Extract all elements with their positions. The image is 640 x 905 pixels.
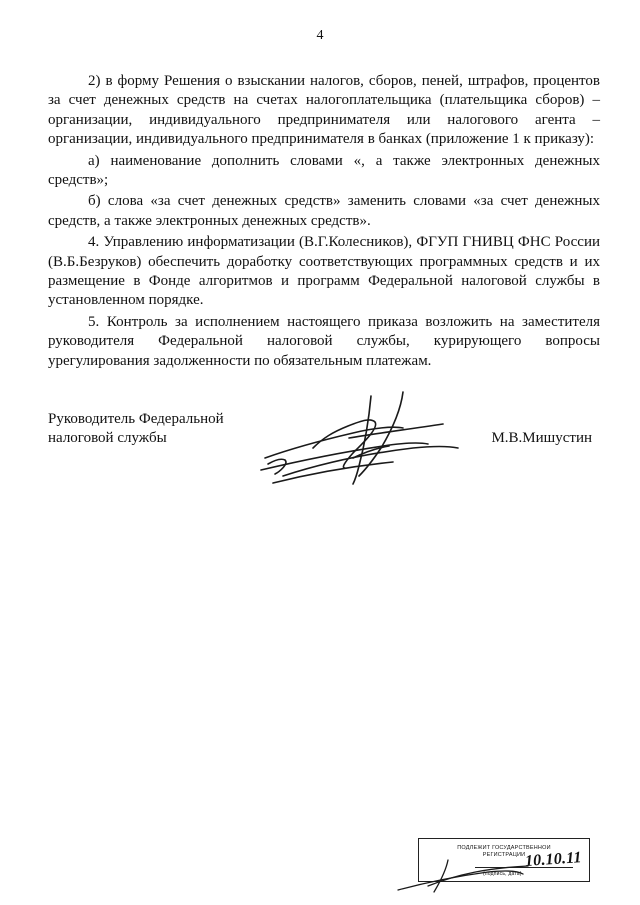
- paragraph-item-b: б) слова «за счет денежных средств» заменить словами «за счет денежных средств, а также электронных денежных средств».: [48, 193, 600, 229]
- signer-name: М.В.Мишустин: [491, 430, 592, 446]
- page-number: 4: [316, 28, 324, 43]
- paragraph-item-a: а) наименование дополнить словами «, а также электронных денежных средств»;: [48, 152, 600, 189]
- paragraph-item-5: 5. Контроль за исполнением настоящего приказа возложить на заместителя руководителя Федеральной налоговой службы, курирующего вопросы урегулирования задолженности по обязательным платежам.: [48, 313, 600, 369]
- paragraph-item-4: 4. Управлению информатизации (В.Г.Колесников), ФГУП ГНИВЦ ФНС России (В.Б.Безруков) обеспечить доработку соответствующих программных средств и их размещение в Фонде алгоритмов и программ Федеральной налоговой службы в установленном порядке.: [48, 234, 600, 309]
- stamp-text-line2: РЕГИСТРАЦИИ: [482, 852, 526, 858]
- signature-block: [48, 410, 600, 520]
- stamp-signature-scribble: [388, 846, 608, 896]
- signer-title-line1: Руководитель Федеральной: [48, 411, 224, 427]
- registration-stamp: [418, 838, 608, 894]
- stamp-handwritten-date: 10.10.11: [524, 849, 583, 870]
- signer-title: [48, 410, 224, 448]
- stamp-text-line1: ПОДЛЕЖИТ ГОСУДАРСТВЕННОЙ: [457, 845, 551, 851]
- stamp-footer-text: (подпись, дата): [483, 871, 522, 877]
- signer-title-line2: налоговой службы: [48, 430, 167, 446]
- paragraph-form-decision: 2) в форму Решения о взыскании налогов, сборов, пеней, штрафов, процентов за счет денежных средств на счетах налогоплательщика (плательщика сборов) – организации, индивидуального предпринимателя или налогового агента – организации, индивидуального предпринимателя в банках (приложение 1 к приказу):: [48, 73, 600, 148]
- document-body: [48, 72, 600, 373]
- handwritten-signature: [253, 388, 473, 493]
